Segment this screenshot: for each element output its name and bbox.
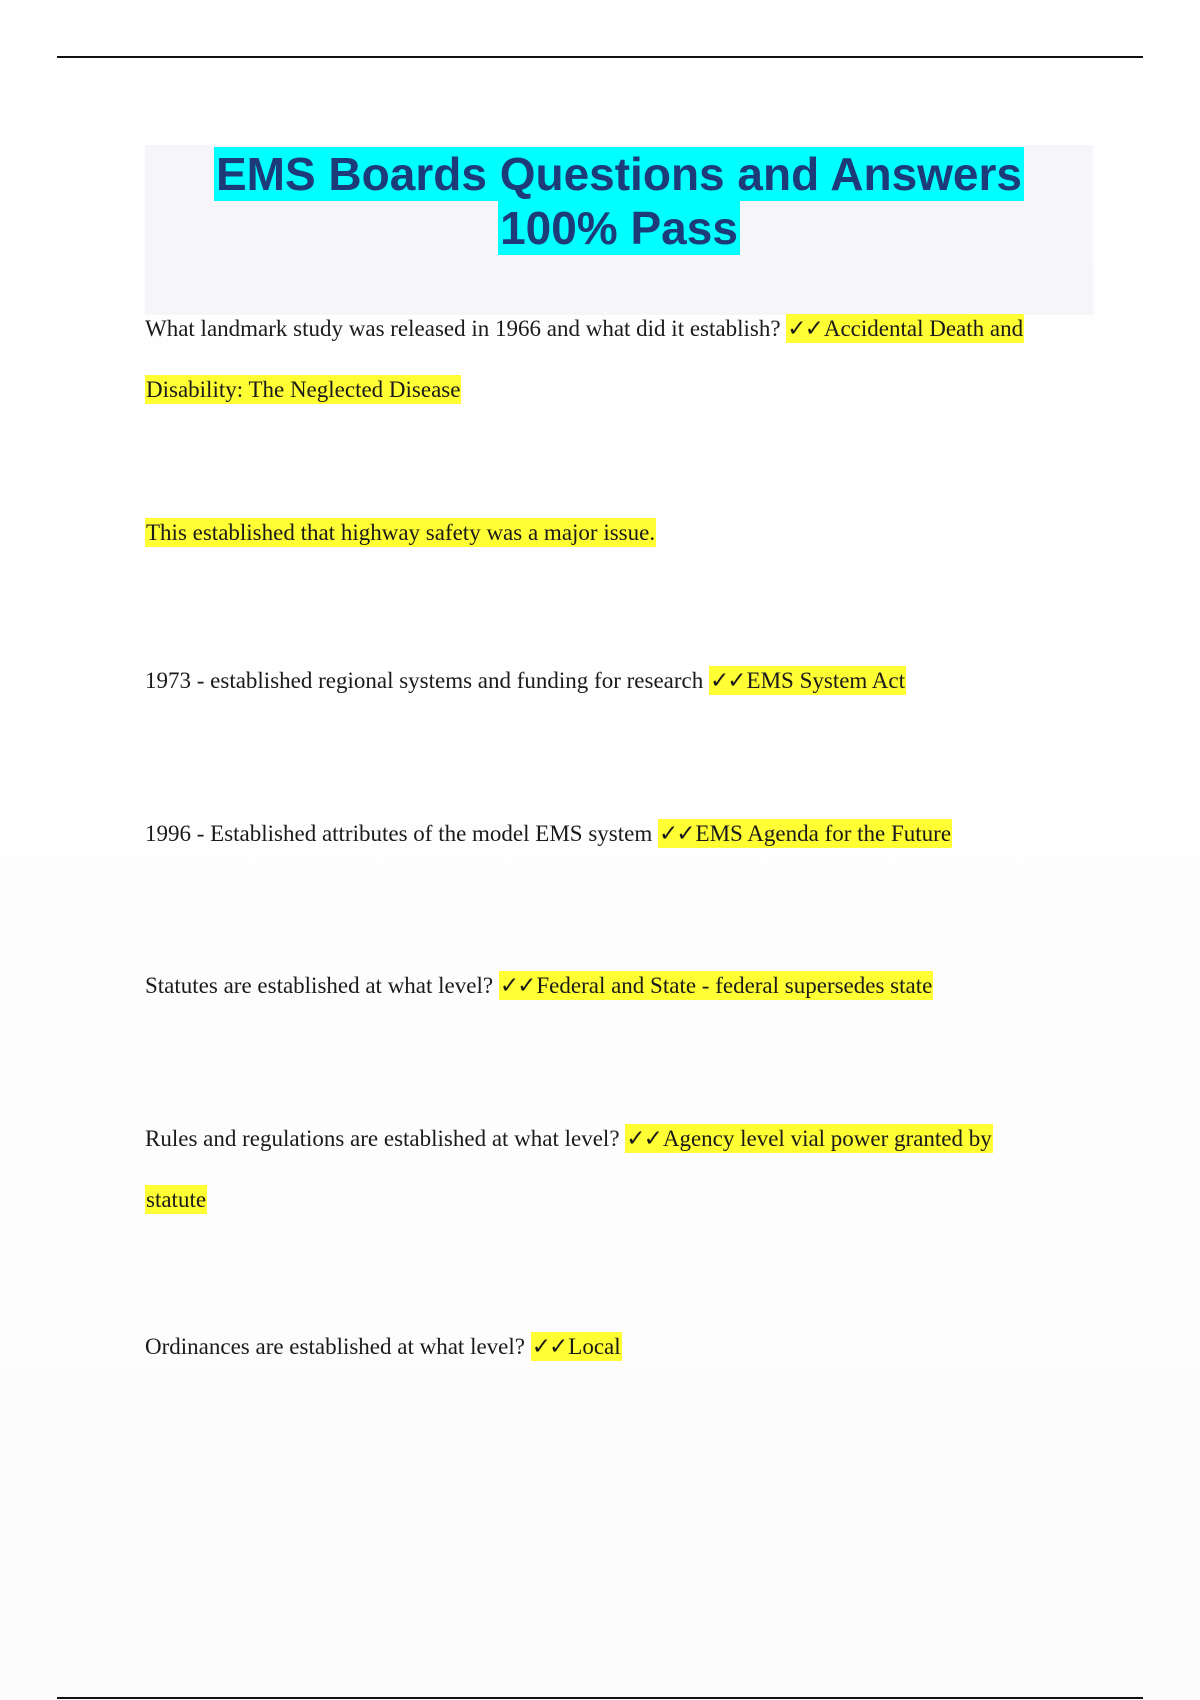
answer-text: EMS System Act [746, 668, 905, 693]
double-check-icon: ✓✓ [499, 973, 535, 999]
double-check-icon: ✓✓ [709, 668, 745, 694]
qa-item-3 [145, 819, 1105, 849]
answer-text: Local [568, 1334, 621, 1359]
question-text: Statutes are established at what level? [145, 973, 494, 998]
qa-item-1-line-2 [145, 375, 1105, 405]
answer-text: Federal and State - federal supersedes state [536, 973, 933, 998]
double-check-icon: ✓✓ [626, 1126, 661, 1152]
question-text: Rules and regulations are established at what level? [145, 1126, 620, 1151]
double-check-icon: ✓✓ [658, 821, 694, 847]
qa-item-2 [145, 666, 1105, 696]
answer-highlight [499, 971, 934, 1000]
qa-item-5-line-1 [145, 1124, 1105, 1154]
answer-text-continued: statute [146, 1187, 207, 1212]
qa-item-6 [145, 1332, 1105, 1362]
qa-item-4 [145, 971, 1105, 1001]
document-title-line-1: EMS Boards Questions and Answers [215, 148, 1023, 200]
question-text: 1973 - established regional systems and funding for research [145, 668, 704, 693]
qa-item-1-note [145, 518, 1105, 548]
answer-text-continued: Disability: The Neglected Disease [146, 377, 461, 402]
answer-highlight [625, 1124, 992, 1153]
bottom-divider [57, 1697, 1143, 1699]
answer-text: EMS Agenda for the Future [695, 821, 952, 846]
question-text: What landmark study was released in 1966 and what did it establish? [145, 316, 781, 341]
answer-highlight [786, 314, 1024, 343]
answer-highlight [658, 819, 952, 848]
answer-highlight [709, 666, 906, 695]
title-block [145, 145, 1093, 315]
answer-note: This established that highway safety was a major issue. [146, 520, 656, 545]
question-text: Ordinances are established at what level? [145, 1334, 525, 1359]
answer-text: Accidental Death and [823, 316, 1024, 341]
question-text: 1996 - Established attributes of the model EMS system [145, 821, 653, 846]
document-title-line-2: 100% Pass [500, 202, 738, 254]
double-check-icon: ✓✓ [531, 1334, 567, 1360]
double-check-icon: ✓✓ [787, 316, 822, 342]
answer-highlight [531, 1332, 622, 1361]
qa-item-5-line-2 [145, 1185, 1105, 1215]
top-divider [57, 56, 1143, 58]
answer-text: Agency level vial power granted by [662, 1126, 992, 1151]
qa-item-1-line-1 [145, 314, 1105, 344]
